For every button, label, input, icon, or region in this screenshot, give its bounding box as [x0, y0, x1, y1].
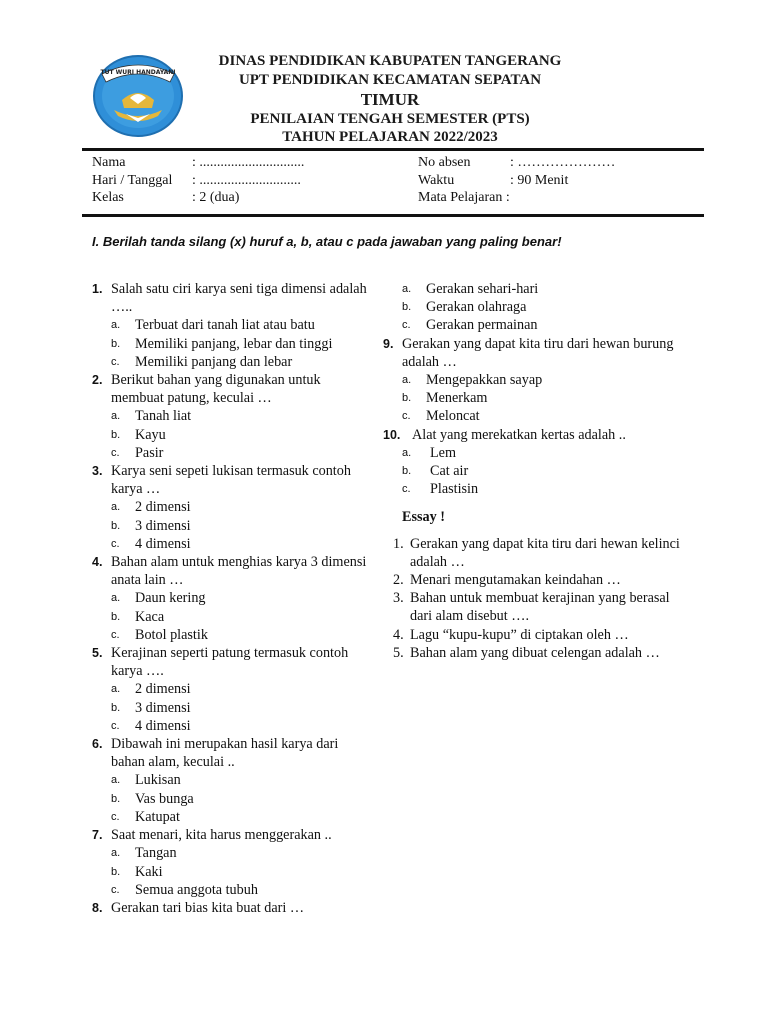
question-text: Gerakan yang dapat kita tiru dari hewan burung adalah …: [402, 335, 674, 370]
question-number: 7.: [92, 828, 103, 843]
essay-list: [383, 535, 683, 662]
option-text: Terbuat dari tanah liat atau batu: [135, 317, 315, 334]
option-text: Gerakan permainan: [426, 317, 538, 334]
essay-item: [383, 626, 683, 644]
option-text: Memiliki panjang, lebar dan tinggi: [135, 335, 333, 352]
question-8: [92, 899, 374, 917]
question-column-left: [92, 280, 374, 917]
option-text: Menerkam: [426, 390, 488, 407]
option-text: 2 dimensi: [135, 681, 191, 698]
question-text: Kerajinan seperti patung termasuk contoh karya ….: [111, 645, 349, 680]
question-column-right: [383, 280, 683, 662]
option-text: 4 dimensi: [135, 717, 191, 734]
essay-number: 1.: [393, 535, 404, 552]
option-letter: b.: [111, 610, 121, 623]
option-text: Lem: [430, 444, 456, 461]
option-letter: b.: [402, 392, 412, 405]
question-text: Dibawah ini merupakan hasil karya dari bahan alam, keculai ..: [111, 736, 339, 771]
option-text: 3 dimensi: [135, 517, 191, 534]
option-text: Kaki: [135, 863, 163, 880]
option-text: Gerakan sehari-hari: [426, 281, 539, 297]
option-text: Kayu: [135, 426, 166, 443]
hari-value: : .............................: [192, 172, 301, 188]
option-text: Pasir: [135, 444, 164, 461]
essay-number: 4.: [393, 626, 404, 643]
essay-number: 3.: [393, 590, 404, 607]
option-letter: c.: [111, 719, 120, 732]
question-number: 3.: [92, 464, 103, 479]
option-text: Lukisan: [135, 772, 181, 789]
essay-text: Lagu “kupu-kupu” di ciptakan oleh …: [410, 626, 629, 643]
waktu-value: : 90 Menit: [510, 172, 569, 188]
no-absen-label: No absen: [418, 155, 471, 170]
school-logo: [92, 52, 184, 140]
question-9: [383, 335, 683, 426]
header-line-5: TAHUN PELAJARAN 2022/2023: [282, 129, 498, 145]
info-divider: [82, 214, 704, 217]
question-number: 1.: [92, 282, 103, 296]
option-letter: a.: [111, 410, 121, 423]
option-letter: b.: [111, 428, 121, 441]
option-text: 3 dimensi: [135, 699, 191, 716]
option-letter: a.: [111, 683, 121, 696]
question-text: Karya seni sepeti lukisan termasuk contoh karya …: [111, 463, 351, 498]
option-text: Plastisin: [430, 481, 479, 498]
option-letter: c.: [111, 537, 120, 550]
header-line-3: TIMUR: [360, 90, 420, 109]
question-number: 5.: [92, 646, 103, 661]
option-text: Botol plastik: [135, 626, 208, 643]
option-text: Daun kering: [135, 590, 206, 607]
option-text: Kaca: [135, 608, 165, 625]
question-text: Bahan alam untuk menghias karya 3 dimensi anata lain …: [111, 554, 367, 589]
option-letter: c.: [402, 319, 411, 332]
question-text: Berikut bahan yang digunakan untuk membuat patung, keculai …: [111, 372, 321, 407]
option-letter: b.: [111, 792, 121, 805]
option-text: Meloncat: [426, 408, 480, 425]
essay-item: [383, 589, 683, 625]
question-5: [92, 644, 374, 735]
option-letter: c.: [111, 883, 120, 896]
question-number: 9.: [383, 336, 394, 351]
waktu-label: Waktu: [418, 172, 455, 188]
question-10: [383, 426, 683, 499]
instruction: I. Berilah tanda silang (x) huruf a, b, atau c pada jawaban yang paling benar!: [92, 234, 562, 249]
no-absen-value: : …………………: [510, 155, 616, 170]
option-text: Gerakan olahraga: [426, 299, 527, 316]
question-4: [92, 553, 374, 644]
option-text: 2 dimensi: [135, 499, 191, 516]
option-letter: a.: [111, 319, 121, 332]
option-letter: a.: [402, 283, 412, 295]
question-number: 2.: [92, 373, 103, 388]
question-number: 4.: [92, 555, 103, 570]
top-divider: [82, 148, 704, 151]
question-text: Salah satu ciri karya seni tiga dimensi adalah …..: [111, 281, 367, 316]
option-letter: b.: [111, 865, 121, 878]
essay-text: Menari mengutamakan keindahan …: [410, 572, 621, 589]
option-letter: b.: [402, 465, 412, 478]
question-number: 6.: [92, 737, 103, 752]
option-letter: c.: [402, 483, 411, 496]
option-text: Katupat: [135, 808, 180, 825]
option-text: Tanah liat: [135, 408, 192, 425]
student-info: [92, 155, 692, 208]
option-letter: c.: [402, 410, 411, 423]
option-text: Mengepakkan sayap: [426, 372, 543, 389]
option-text: Tangan: [135, 845, 177, 862]
header-line-1: DINAS PENDIDIKAN KABUPATEN TANGERANG: [218, 53, 562, 69]
essay-item: [383, 535, 683, 571]
mapel-label: Mata Pelajaran :: [418, 190, 510, 205]
option-letter: a.: [402, 446, 412, 459]
question-2: [92, 371, 374, 462]
essay-text: Bahan alam yang dibuat celengan adalah …: [410, 644, 660, 661]
essay-number: 2.: [393, 572, 404, 589]
question-text: Saat menari, kita harus menggerakan ..: [111, 827, 332, 844]
header-line-2: UPT PENDIDIKAN KECAMATAN SEPATAN: [238, 72, 542, 88]
question-number: 10.: [383, 427, 401, 442]
question-text: Gerakan tari bias kita buat dari …: [111, 899, 305, 916]
header-line-4: PENILAIAN TENGAH SEMESTER (PTS): [250, 111, 530, 127]
option-text: 4 dimensi: [135, 535, 191, 552]
nama-label: Nama: [92, 155, 126, 170]
option-letter: c.: [111, 628, 120, 641]
option-letter: b.: [402, 301, 412, 314]
option-letter: b.: [111, 701, 121, 714]
kelas-value: : 2 (dua): [192, 190, 240, 205]
option-letter: c.: [111, 446, 120, 459]
option-letter: a.: [111, 501, 121, 514]
logo-ribbon-text: TUT WURI HANDAYANI: [100, 69, 176, 76]
letterhead: [190, 52, 590, 146]
option-letter: a.: [111, 847, 121, 860]
question-1: [92, 280, 374, 371]
option-text: Semua anggota tubuh: [135, 881, 258, 898]
option-letter: c.: [111, 810, 120, 823]
kelas-label: Kelas: [92, 190, 124, 205]
option-text: Cat air: [430, 463, 469, 480]
option-letter: c.: [111, 355, 120, 368]
hari-label: Hari / Tanggal: [92, 172, 173, 188]
option-letter: a.: [111, 592, 121, 605]
option-letter: b.: [111, 337, 121, 350]
option-text: Vas bunga: [135, 790, 194, 807]
essay-item: [383, 644, 683, 662]
option-letter: a.: [402, 374, 412, 387]
essay-title: Essay !: [402, 509, 445, 526]
essay-item: [383, 571, 683, 589]
essay-text: Gerakan yang dapat kita tiru dari hewan kelinci adalah …: [410, 535, 680, 570]
option-letter: a.: [111, 774, 121, 787]
question-6: [92, 735, 374, 826]
essay-text: Bahan untuk membuat kerajinan yang berasal dari alam disebut ….: [410, 590, 670, 625]
essay-number: 5.: [393, 644, 404, 661]
question-8-options: [383, 280, 683, 335]
nama-value: : ..............................: [192, 155, 305, 170]
question-number: 8.: [92, 900, 103, 915]
question-text: Alat yang merekatkan kertas adalah ..: [412, 426, 626, 443]
option-text: Memiliki panjang dan lebar: [135, 353, 293, 370]
option-letter: b.: [111, 519, 121, 532]
question-3: [92, 462, 374, 553]
question-7: [92, 826, 374, 899]
